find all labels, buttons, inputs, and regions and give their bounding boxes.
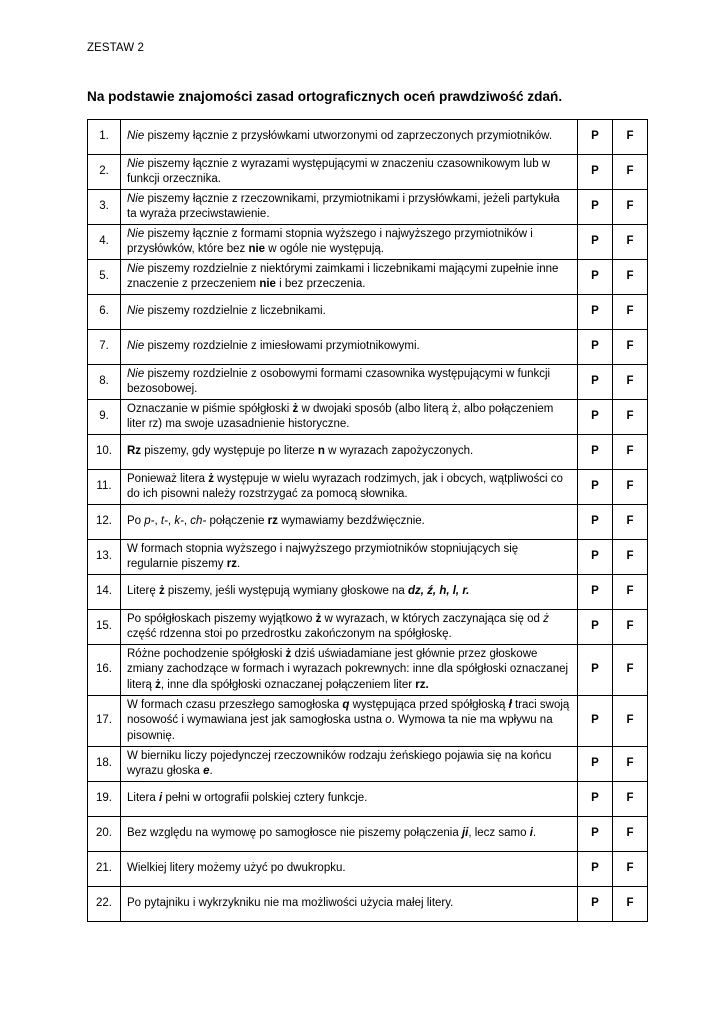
statement-text-segment: q (342, 698, 350, 711)
statement-text-segment: dziś uświadamiane jest głównie przez głoskowe zmiany zachodzące w formach i wyrazach pokrewnych: inne dla spółgłoski oznaczanej literą (127, 647, 569, 691)
statement-text (121, 505, 578, 540)
statement-text-segment: o (385, 714, 392, 727)
statement-text-segment: ż (285, 647, 292, 660)
answer-false-option[interactable]: F (613, 696, 648, 747)
statement-text-segment: Rz (127, 445, 142, 458)
statement-text-segment: Nie (127, 262, 145, 275)
statement-row (88, 852, 648, 887)
statement-text-segment: W bierniku liczy pojedynczej rzeczowników rodzaju żeńskiego pojawia się na końcu wyrazu głoska (127, 749, 552, 777)
statement-text-segment: . (209, 765, 213, 777)
answer-true-option[interactable]: P (578, 645, 613, 696)
statement-text-segment: w ogóle nie występują. (265, 243, 384, 255)
statement-text-segment: w wyrazach, w których zaczynająca się od (321, 612, 544, 625)
statement-text-segment: piszemy łącznie z przysłówkami utworzonymi od zaprzeczonych przymiotników. (144, 130, 553, 143)
statement-text-segment: W formach stopnia wyższego i najwyższego przymiotników stopniujących się regularnie piszemy (127, 542, 519, 570)
statement-row (88, 470, 648, 505)
statement-text-segment: rz (226, 558, 237, 570)
statement-number: 14. (88, 575, 121, 610)
statement-number: 1. (88, 120, 121, 155)
answer-false-option[interactable]: F (613, 852, 648, 887)
answer-true-option[interactable]: P (578, 295, 613, 330)
statement-text (121, 540, 578, 575)
statement-number: 6. (88, 295, 121, 330)
statement-number: 21. (88, 852, 121, 887)
statement-text-segment: dz, ź, h, l, r. (408, 585, 470, 598)
statement-text-segment: ł (508, 698, 512, 711)
statement-row (88, 260, 648, 295)
statement-text-segment: . Wymowa ta nie ma wpływu na pisownię. (127, 714, 553, 742)
statement-text-segment: ż (292, 402, 299, 415)
statement-text-segment: ch- (190, 515, 207, 528)
answer-true-option[interactable]: P (578, 852, 613, 887)
answer-true-option[interactable]: P (578, 155, 613, 190)
statement-text-segment: ż (543, 612, 549, 625)
statement-text (121, 330, 578, 365)
statement-text-segment: n (317, 445, 325, 458)
statement-text-segment: Nie (127, 192, 145, 205)
answer-true-option[interactable]: P (578, 365, 613, 400)
statement-row (88, 575, 648, 610)
statement-row (88, 400, 648, 435)
answer-true-option[interactable]: P (578, 260, 613, 295)
answer-true-option[interactable]: P (578, 400, 613, 435)
statement-text (121, 852, 578, 887)
statement-text-segment: piszemy rozdzielnie z imiesłowami przymiotnikowymi. (144, 340, 420, 353)
answer-false-option[interactable]: F (613, 505, 648, 540)
answer-true-option[interactable]: P (578, 225, 613, 260)
statement-number: 9. (88, 400, 121, 435)
statement-number: 19. (88, 782, 121, 817)
statement-text-segment: w wyrazach zapożyczonych. (324, 445, 474, 458)
statement-text-segment: Wielkiej litery możemy użyć po dwukropku. (127, 862, 346, 875)
statement-text (121, 400, 578, 435)
statement-text-segment: t- (160, 515, 168, 528)
answer-true-option[interactable]: P (578, 190, 613, 225)
statement-text-segment: Nie (127, 130, 145, 143)
answer-true-option[interactable]: P (578, 782, 613, 817)
statement-number: 15. (88, 610, 121, 645)
answer-true-option[interactable]: P (578, 817, 613, 852)
answer-true-option[interactable]: P (578, 575, 613, 610)
page-heading: Na podstawie znajomości zasad ortograficznych oceń prawdziwość zdań. (87, 89, 563, 104)
statement-text-segment: Literę (127, 585, 159, 598)
statement-text-segment: W formach czasu przeszłego samogłoska (127, 698, 343, 711)
answer-true-option[interactable]: P (578, 330, 613, 365)
statement-row (88, 782, 648, 817)
statement-text (121, 696, 578, 747)
statement-text-segment: p- (144, 515, 155, 528)
statement-text-segment: i bez przeczenia. (275, 278, 366, 290)
statement-text (121, 190, 578, 225)
answer-false-option[interactable]: F (613, 330, 648, 365)
statement-text-segment: nie (259, 278, 276, 290)
statement-number: 13. (88, 540, 121, 575)
statement-row (88, 610, 648, 645)
statement-text (121, 817, 578, 852)
statement-text-segment: piszemy rozdzielnie z osobowymi formami czasownika występującymi w funkcji bezosobowej. (127, 367, 551, 395)
statement-row (88, 155, 648, 190)
statement-text-segment: Nie (127, 340, 145, 353)
statement-text-segment: traci swoją nosowość i wymawiana jest jak samogłoska ustna (127, 698, 570, 727)
statement-text-segment: połączenie (206, 515, 268, 528)
statement-row (88, 190, 648, 225)
answer-true-option[interactable]: P (578, 120, 613, 155)
statement-row (88, 295, 648, 330)
statement-text-segment: Różne pochodzenie spółgłoski (127, 647, 286, 660)
statement-number: 3. (88, 190, 121, 225)
statement-text-segment: ji (461, 827, 469, 840)
answer-false-option[interactable]: F (613, 747, 648, 782)
statement-text-segment: piszemy, jeśli występują wymiany głoskowe na (164, 585, 409, 598)
answer-true-option[interactable]: P (578, 747, 613, 782)
statement-text-segment: Nie (127, 367, 145, 380)
statement-text-segment: Nie (127, 227, 145, 240)
statement-row (88, 120, 648, 155)
answer-false-option[interactable]: F (613, 225, 648, 260)
statement-row (88, 330, 648, 365)
statement-text-segment: i (158, 792, 163, 805)
answer-false-option[interactable]: F (613, 470, 648, 505)
statement-row (88, 435, 648, 470)
answer-false-option[interactable]: F (613, 887, 648, 922)
statement-row (88, 225, 648, 260)
answer-false-option[interactable]: F (613, 190, 648, 225)
statement-text-segment: Litera (127, 792, 159, 805)
statement-text-segment: nie (248, 243, 266, 255)
statement-text-segment: Oznaczanie w piśmie spółgłoski (127, 402, 293, 415)
answer-true-option[interactable]: P (578, 435, 613, 470)
statement-text-segment: występuje w wielu wyrazach rodzimych, jak i obcych, wątpliwości co do ich pisowni należy rozstrzygać za pomocą słownika. (127, 472, 563, 500)
statement-text-segment: , (167, 515, 175, 528)
statement-text (121, 782, 578, 817)
statement-text-segment: Po spółgłoskach piszemy wyjątkowo (127, 612, 316, 625)
answer-true-option[interactable]: P (578, 696, 613, 747)
statement-row (88, 887, 648, 922)
statement-number: 12. (88, 505, 121, 540)
statement-text (121, 295, 578, 330)
answer-false-option[interactable]: F (613, 260, 648, 295)
answer-true-option[interactable]: P (578, 540, 613, 575)
statement-text-segment: ż (155, 678, 161, 691)
statement-text-segment: piszemy łącznie z rzeczownikami, przymiotnikami i przysłówkami, jeżeli partykuła ta wyraża przeciwstawienie. (127, 192, 560, 220)
statement-text-segment: pełni w ortografii polskiej cztery funkcje. (162, 792, 368, 805)
statement-text-segment: Po (127, 515, 145, 528)
statement-text (121, 435, 578, 470)
statement-text-segment: rz (267, 515, 278, 528)
statement-text-segment: , (183, 515, 191, 528)
answer-false-option[interactable]: F (613, 365, 648, 400)
answer-false-option[interactable]: F (613, 540, 648, 575)
statement-text (121, 887, 578, 922)
answer-false-option[interactable]: F (613, 295, 648, 330)
statement-text-segment: ż (315, 612, 322, 625)
statement-text (121, 260, 578, 295)
statement-text (121, 470, 578, 505)
statement-text (121, 155, 578, 190)
statement-text-segment: Nie (127, 157, 145, 170)
answer-true-option[interactable]: P (578, 610, 613, 645)
answer-false-option[interactable]: F (613, 575, 648, 610)
statement-number: 22. (88, 887, 121, 922)
statement-text-segment: piszemy, gdy występuje po literze (141, 445, 318, 458)
set-label: ZESTAW 2 (87, 42, 145, 54)
statement-number: 8. (88, 365, 121, 400)
statement-text-segment: Nie (127, 305, 145, 318)
statement-row (88, 365, 648, 400)
statement-text-segment: k- (174, 515, 184, 528)
statement-text-segment: Ponieważ litera (127, 472, 209, 485)
statement-number: 4. (88, 225, 121, 260)
statement-text-segment: występująca przed spółgłoską (349, 698, 509, 711)
statement-number: 16. (88, 645, 121, 696)
statement-row (88, 696, 648, 747)
statement-row (88, 817, 648, 852)
statement-row (88, 540, 648, 575)
statement-text (121, 610, 578, 645)
statement-text-segment: piszemy rozdzielnie z liczebnikami. (144, 305, 326, 318)
statement-text (121, 120, 578, 155)
answer-false-option[interactable]: F (613, 155, 648, 190)
statement-text-segment: piszemy łącznie z wyrazami występującymi w znaczeniu czasownikowym lub w funkcji orzecznika. (127, 157, 551, 185)
statement-text-segment: , inne dla spółgłoski oznaczanej połączeniem liter (160, 678, 416, 691)
answer-false-option[interactable]: F (613, 435, 648, 470)
statement-text-segment: . (236, 558, 241, 570)
statement-text-segment: Bez względu na wymowę po samogłosce nie piszemy połączenia (127, 827, 462, 840)
answer-false-option[interactable]: F (613, 782, 648, 817)
statement-text-segment: i (529, 827, 533, 840)
statement-number: 10. (88, 435, 121, 470)
statement-row (88, 505, 648, 540)
statement-number: 5. (88, 260, 121, 295)
statement-text-segment: wymawiamy bezdźwięcznie. (277, 515, 425, 528)
statement-text (121, 645, 578, 696)
statement-text (121, 747, 578, 782)
statements-table (87, 119, 648, 922)
statement-text-segment: ż (158, 585, 165, 598)
answer-false-option[interactable]: F (613, 645, 648, 696)
answer-true-option[interactable]: P (578, 887, 613, 922)
answer-true-option[interactable]: P (578, 470, 613, 505)
statement-text (121, 575, 578, 610)
statement-text-segment: piszemy łącznie z formami stopnia wyższego i najwyższego przymiotników i przysłówków, które bez (127, 227, 533, 255)
statements-table-body (88, 120, 648, 922)
statement-number: 20. (88, 817, 121, 852)
statement-text-segment: , lecz samo (468, 827, 530, 840)
statement-text-segment: e (203, 765, 210, 777)
statement-text-segment: część rdzenna stoi po przedrostku zakończonym na spółgłoskę. (127, 628, 452, 640)
statement-text (121, 365, 578, 400)
answer-false-option[interactable]: F (613, 400, 648, 435)
answer-false-option[interactable]: F (613, 120, 648, 155)
answer-false-option[interactable]: F (613, 610, 648, 645)
answer-false-option[interactable]: F (613, 817, 648, 852)
answer-true-option[interactable]: P (578, 505, 613, 540)
statement-number: 18. (88, 747, 121, 782)
statement-row (88, 645, 648, 696)
statement-text-segment: rz. (415, 678, 429, 691)
statement-text-segment: . (532, 827, 537, 840)
statement-text-segment: , (154, 515, 161, 528)
statement-text (121, 225, 578, 260)
statement-number: 2. (88, 155, 121, 190)
statement-text-segment: w dwojaki sposób (albo literą ż, albo połączeniem liter rz) ma swoje uzasadnienie historyczne. (127, 402, 554, 430)
statement-number: 7. (88, 330, 121, 365)
statement-number: 17. (88, 696, 121, 747)
statement-row (88, 747, 648, 782)
statement-text-segment: ż (208, 472, 214, 485)
statement-number: 11. (88, 470, 121, 505)
statement-text-segment: piszemy rozdzielnie z niektórymi zaimkami i liczebnikami mającymi zupełnie inne znaczenie z przeczeniem (127, 262, 559, 290)
statement-text-segment: Po pytajniku i wykrzykniku nie ma możliwości użycia małej litery. (127, 897, 454, 910)
